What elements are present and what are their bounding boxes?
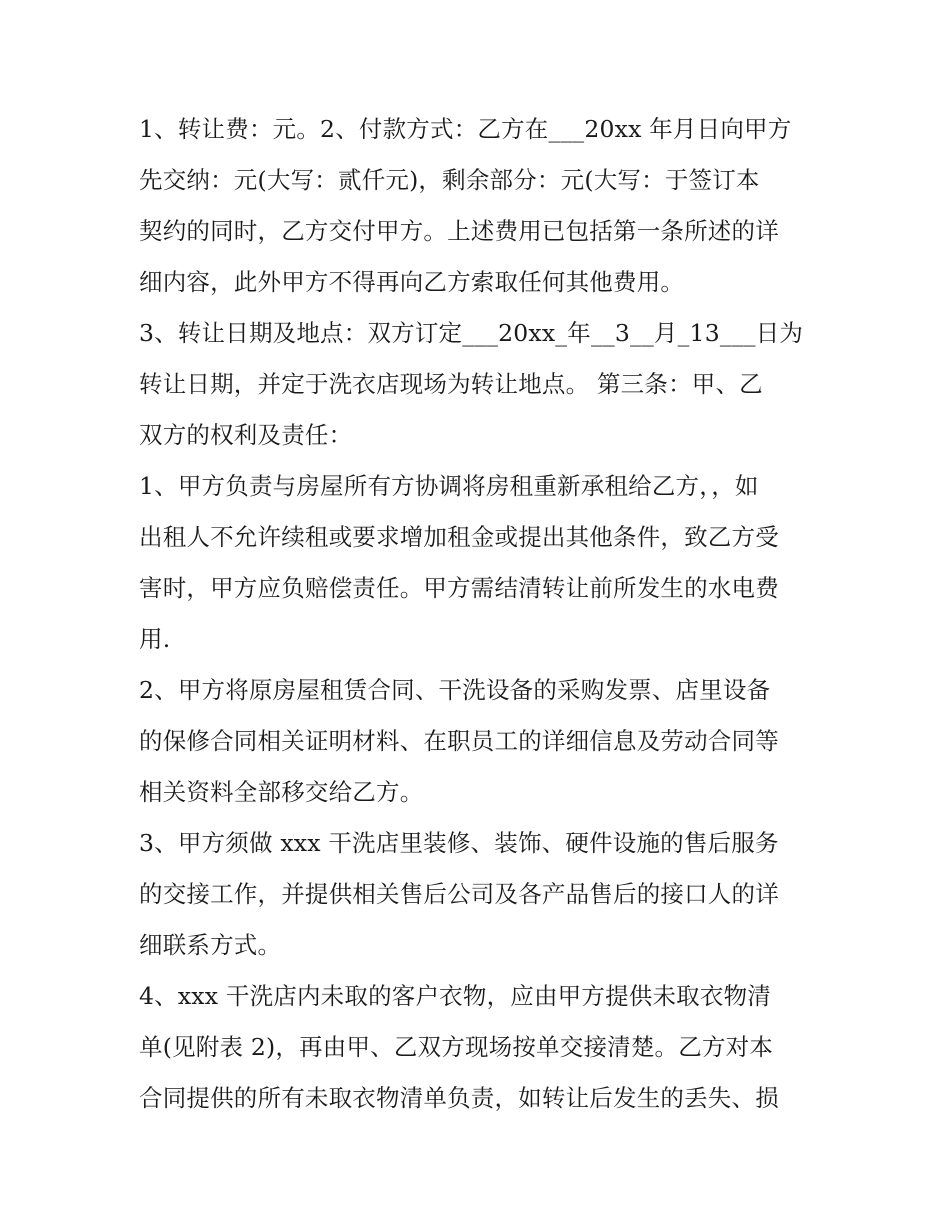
text-line-18: 4、xxx 干洗店内未取的客户衣物，应由甲方提供未取衣物清: [139, 982, 771, 1010]
text-line-20: 合同提供的所有未取衣物清单负责，如转让后发生的丢失、损: [139, 1084, 779, 1112]
text-line-13: 的保修合同相关证明材料、在职员工的详细信息及劳动合同等: [139, 727, 779, 755]
text-line-3: 契约的同时，乙方交付甲方。上述费用已包括第一条所述的详: [139, 217, 779, 245]
text-line-12: 2、甲方将原房屋租赁合同、干洗设备的采购发票、店里设备: [139, 676, 771, 704]
text-line-15: 3、甲方须做 xxx 干洗店里装修、装饰、硬件设施的售后服务: [139, 829, 779, 857]
text-line-9: 出租人不允许续租或要求增加租金或提出其他条件，致乙方受: [139, 523, 779, 551]
text-line-14: 相关资料全部移交给乙方。: [139, 778, 424, 806]
text-line-11: 用.: [139, 625, 171, 653]
text-line-16: 的交接工作，并提供相关售后公司及各产品售后的接口人的详: [139, 880, 779, 908]
text-line-19: 单(见附表 2)，再由甲、乙双方现场按单交接清楚。乙方对本: [139, 1033, 774, 1061]
document-body: [139, 104, 819, 1124]
text-line-6: 转让日期，并定于洗衣店现场为转让地点。 第三条：甲、乙: [139, 370, 763, 398]
text-line-17: 细联系方式。: [139, 931, 282, 959]
text-line-5: 3、转让日期及地点：双方订定___20xx_年__3__月_13___日为: [139, 319, 804, 347]
text-line-8: 1、甲方负责与房屋所有方协调将房租重新承租给乙方，，如: [139, 472, 759, 500]
text-line-10: 害时，甲方应负赔偿责任。甲方需结清转让前所发生的水电费: [139, 574, 779, 602]
text-line-2: 先交纳：元(大写：贰仟元)，剩余部分：元(大写：于签订本: [139, 166, 760, 194]
text-line-4: 细内容，此外甲方不得再向乙方索取任何其他费用。: [139, 268, 685, 296]
text-line-7: 双方的权利及责任：: [139, 421, 353, 449]
text-line-1: 1、转让费：元。2、付款方式：乙方在___20xx 年月日向甲方: [139, 115, 792, 143]
